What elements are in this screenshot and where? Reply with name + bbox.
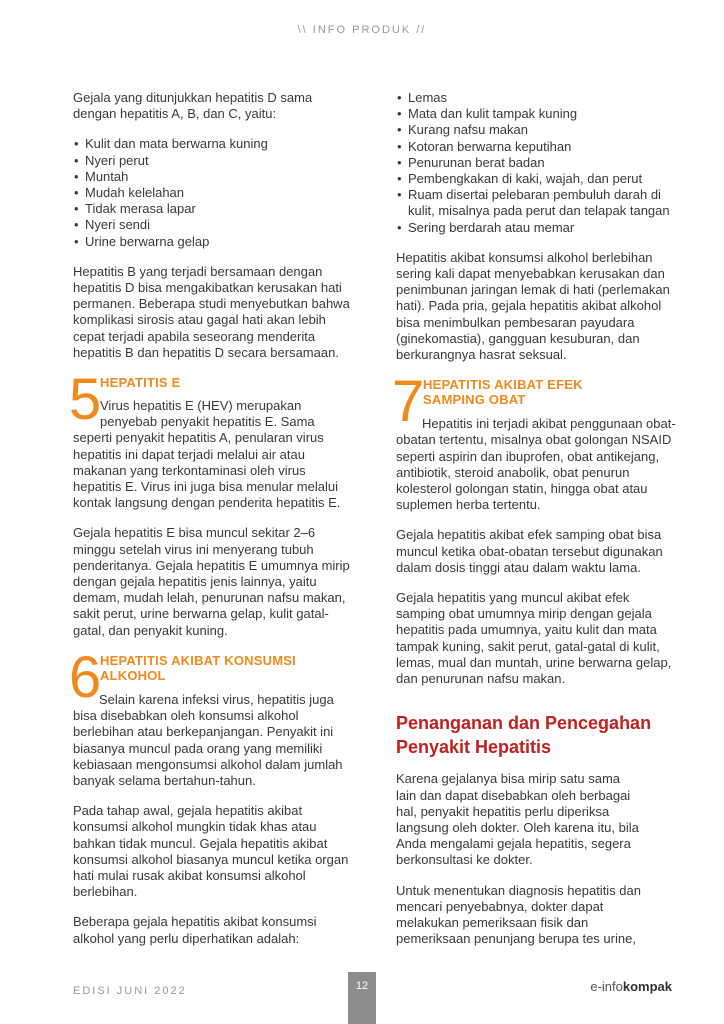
section-paragraph: Hepatitis ini terjadi akibat penggunaan obat-obatan tertentu, misalnya obat golongan NSAID seperti aspirin dan ibuprofen, obat antikejang, antibiotik, steroid anabolik, obat penurun kolesterol golongan statin, hingga obat atau suplemen herba tertentu.	[396, 416, 676, 513]
list-item: • Tidak merasa lapar	[73, 201, 353, 217]
section-hepatitis-e	[69, 367, 353, 511]
treatment-paragraph: Karena gejalanya bisa mirip satu sama lain dan dapat disebabkan oleh berbagai hal, penyakit hepatitis perlu diperiksa langsung oleh dokter. Oleh karena itu, bila Anda mengalami gejala hepatitis, segera berkonsultasi ke dokter.	[396, 771, 639, 868]
list-item: • Kurang nafsu makan	[396, 122, 681, 138]
list-item: • Lemas	[396, 90, 681, 106]
treatment-heading: Penanganan dan Pencegahan Penyakit Hepatitis	[396, 713, 652, 758]
section-number: 6	[69, 644, 102, 710]
alcohol-symptoms-list	[396, 90, 681, 236]
list-item: • Kulit dan mata berwarna kuning	[73, 136, 353, 152]
list-item: • Penurunan berat badan	[396, 155, 681, 171]
hepatitis-d-symptoms-list	[73, 136, 353, 249]
brand-prefix: e-info	[590, 979, 623, 994]
list-item: • Ruam disertai pelebaran pembuluh darah di kulit, misalnya pada perut dan telapak tangan	[396, 187, 681, 219]
list-item: • Mudah kelelahan	[73, 185, 353, 201]
intro-paragraph: Gejala yang ditunjukkan hepatitis D sama dengan hepatitis A, B, dan C, yaitu:	[73, 90, 313, 122]
section-number: 5	[69, 367, 102, 433]
list-item: • Nyeri sendi	[73, 217, 353, 233]
alcohol-early-paragraph: Pada tahap awal, gejala hepatitis akibat konsumsi alkohol mungkin tidak khas atau bahkan tidak muncul. Gejala hepatitis akibat konsumsi alkohol biasanya muncul ketika organ hati mulai rusak akibat konsumsi alkohol berlebihan.	[73, 803, 349, 900]
list-item: • Muntah	[73, 169, 353, 185]
diagnosis-paragraph: Untuk menentukan diagnosis hepatitis dan mencari penyebabnya, dokter dapat melakukan pemeriksaan fisik dan pemeriksaan penunjang berupa tes urine,	[396, 882, 641, 947]
section-title: HEPATITIS AKIBAT EFEK SAMPING OBAT	[423, 377, 583, 408]
hepatitis-e-symptoms-paragraph: Gejala hepatitis E bisa muncul sekitar 2–6 minggu setelah virus ini menyerang tubuh penderitanya. Gejala hepatitis E umumnya mirip dengan gejala hepatitis jenis lainnya, yaitu demam, mudah lelah, penurunan nafsu makan, sakit perut, urine berwarna gelap, kulit gatal-gatal, dan penyakit kuning.	[73, 525, 350, 638]
section-title: HEPATITIS E	[100, 375, 181, 391]
alcohol-effects-paragraph: Hepatitis akibat konsumsi alkohol berlebihan sering kali dapat menyebabkan kerusakan dan penimbunan jaringan lemak di hati (perlemakan hati). Pada pria, gejala hepatitis akibat alkohol bisa menimbulkan pembesaran payudara (ginekomastia), gangguan kesuburan, dan berkurangnya hasrat seksual.	[396, 249, 670, 363]
list-item: • Pembengkakan di kaki, wajah, dan perut	[396, 171, 681, 187]
section-paragraph: Selain karena infeksi virus, hepatitis juga bisa disebabkan oleh konsumsi alkohol berlebihan atau berkepanjangan. Penyakit ini biasanya muncul pada orang yang memiliki kebiasaan mengonsumsi alkohol dalam jumlah banyak selama bertahun-tahun.	[73, 691, 343, 788]
brand-bold: kompak	[622, 979, 672, 994]
section-first-line: Virus hepatitis E (HEV) merupakan penyebab penyakit hepatitis E. Sama	[100, 398, 315, 430]
left-column	[69, 90, 353, 961]
alcohol-symptoms-intro: Beberapa gejala hepatitis akibat konsumsi alkohol yang perlu diperhatikan adalah:	[73, 914, 317, 946]
list-item: • Urine berwarna gelap	[73, 234, 353, 250]
list-item: • Kotoran berwarna keputihan	[396, 139, 681, 155]
list-item: • Nyeri perut	[73, 153, 353, 169]
list-item: • Mata dan kulit tampak kuning	[396, 106, 681, 122]
right-column	[392, 90, 681, 961]
brand-logo	[590, 979, 672, 994]
section-hepatitis-alkohol	[69, 644, 353, 789]
section-paragraph: seperti penyakit hepatitis A, penularan virus hepatitis ini dapat terjadi melalui air atau makanan yang terkontaminasi oleh virus hepatitis E. Virus ini juga bisa menular melalui kontak langsung dengan penderita hepatitis E.	[73, 430, 341, 511]
drug-symptoms-paragraph: Gejala hepatitis yang muncul akibat efek samping obat umumnya mirip dengan gejala hepatitis pada umumnya, yaitu kulit dan mata tampak kuning, sakit perut, gatal-gatal di kulit, lemas, mual dan muntah, urine berwarna gelap, dan penurunan nafsu makan.	[396, 590, 672, 687]
section-header: \\ INFO PRODUK //	[297, 24, 427, 36]
edition-label: EDISI JUNI 2022	[73, 985, 187, 997]
section-number: 7	[392, 369, 425, 435]
section-title: HEPATITIS AKIBAT KONSUMSI ALKOHOL	[100, 652, 296, 683]
list-item: • Sering berdarah atau memar	[396, 220, 681, 236]
page-number: 12	[348, 972, 376, 1024]
section-hepatitis-obat	[392, 369, 681, 513]
drug-dose-paragraph: Gejala hepatitis akibat efek samping obat bisa muncul ketika obat-obatan tersebut digunakan dalam dosis tinggi atau dalam waktu lama.	[396, 527, 663, 575]
hepatitis-bd-paragraph: Hepatitis B yang terjadi bersamaan dengan hepatitis D bisa mengakibatkan kerusakan hati permanen. Beberapa studi menyebutkan bahwa komplikasi sirosis atau gagal hati akan lebih cepat terjadi apabila seseorang menderita hepatitis B dan hepatitis D secara bersamaan.	[73, 263, 350, 360]
